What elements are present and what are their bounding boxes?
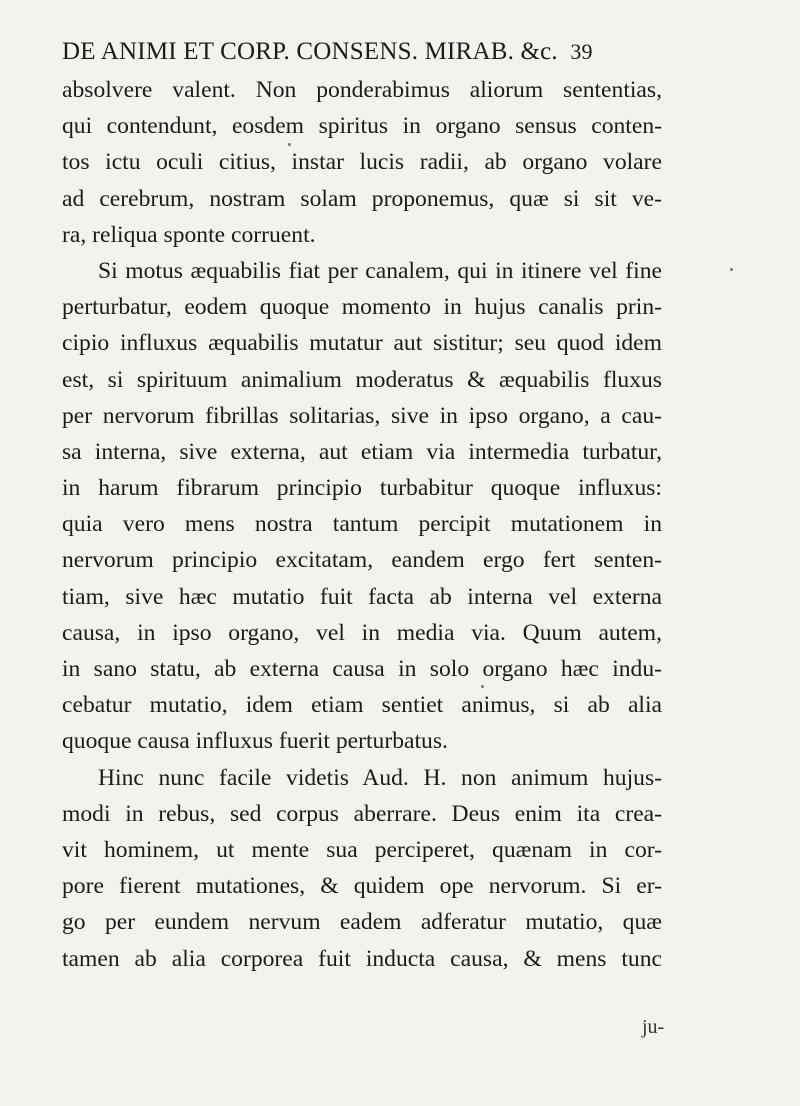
text-line: tiam, sive hæc mutatio fuit facta ab interna vel externa [62,583,662,610]
running-head [62,38,712,66]
text-line: modi in rebus, sed corpus aberrare. Deus enim ita crea- [62,800,662,827]
text-line: cipio influxus æquabilis mutatur aut sistitur; seu quod idem [62,330,662,357]
text-line: qui contendunt, eosdem spiritus in organo sensus conten- [62,113,662,140]
text-line: causa, in ipso organo, vel in media via. Quum autem, [62,619,662,646]
page-number: 39 [570,39,593,64]
text-line: cebatur mutatio, idem etiam sentiet animus, si ab alia [62,692,662,719]
text-line: vit hominem, ut mente sua perciperet, quænam in cor- [62,836,662,863]
text-line: Hinc nunc facile videtis Aud. H. non animum hujus- [98,764,662,791]
running-head-title: DE ANIMI ET CORP. CONSENS. MIRAB. &c. [62,38,558,65]
text-line: pore fierent mutationes, & quidem ope nervorum. Si er- [62,873,662,900]
text-line: est, si spirituum animalium moderatus & æquabilis fluxus [62,366,662,393]
text-line: ra, reliqua sponte corruent. [62,221,316,248]
paper-speck [730,268,733,271]
text-line: quoque causa influxus fuerit perturbatus. [62,728,448,755]
text-line: absolvere valent. Non ponderabimus aliorum sententias, [62,77,662,103]
paper-speck [481,685,484,688]
text-line: per nervorum fibrillas solitarias, sive in ipso organo, a cau- [62,402,662,429]
catchword: ju- [642,1016,665,1038]
paper-speck [288,143,291,146]
text-line: Si motus æquabilis fiat per canalem, qui in itinere vel fine [98,257,662,284]
text-line: sa interna, sive externa, aut etiam via intermedia turbatur, [62,438,662,465]
text-line: ad cerebrum, nostram solam proponemus, quæ si sit ve- [62,185,662,212]
text-line: tamen ab alia corporea fuit inducta causa, & mens tunc [62,945,662,972]
text-line: perturbatur, eodem quoque momento in hujus canalis prin- [62,294,662,321]
text-line: tos ictu oculi citius, instar lucis radii, ab organo volare [62,149,662,176]
body-text [62,72,662,977]
text-line: go per eundem nervum eadem adferatur mutatio, quæ [62,909,662,936]
text-line: quia vero mens nostra tantum percipit mutationem in [62,511,662,538]
text-line: nervorum principio excitatam, eandem ergo fert senten- [62,547,662,574]
text-line: in harum fibrarum principio turbabitur quoque influxus: [62,475,662,502]
text-line: in sano statu, ab externa causa in solo organo hæc indu- [62,656,662,682]
